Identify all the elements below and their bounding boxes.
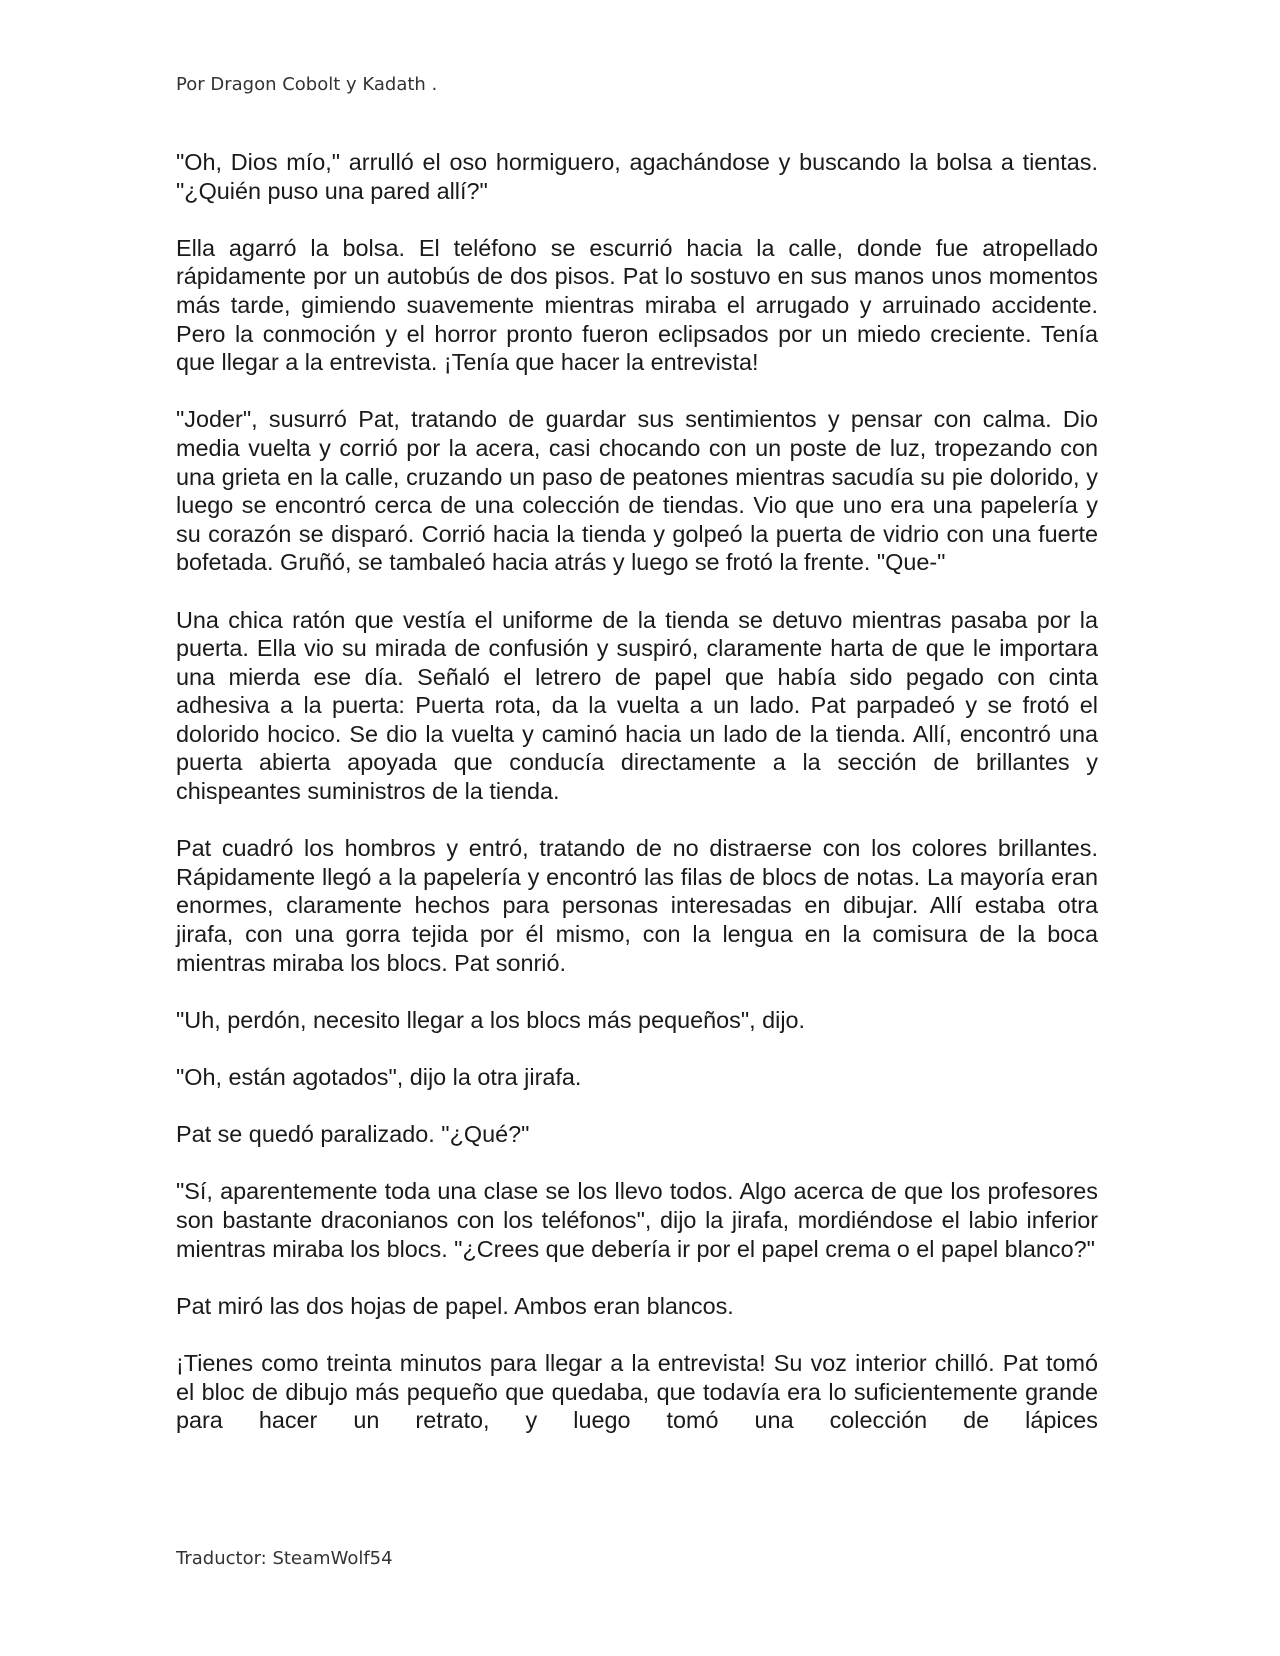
- paragraph: Pat cuadró los hombros y entró, tratando de no distraerse con los colores brillantes. Rápidamente llegó a la papelería y encontró las filas de blocs de notas. La mayoría eran enormes, claramente hechos para personas interesadas en dibujar. Allí estaba otra jirafa, con una gorra tejida por él mismo, con la lengua en la comisura de la boca mientras miraba los blocs. Pat sonrió.: [176, 835, 1098, 976]
- page-header: Por Dragon Cobolt y Kadath .: [176, 74, 438, 95]
- paragraph: ¡Tienes como treinta minutos para llegar a la entrevista! Su voz interior chilló. Pat tomó el bloc de dibujo más pequeño que quedaba, que todavía era lo suficientemente grande para hacer un retrato, y luego tomó una colección de lápices: [176, 1349, 1098, 1434]
- paragraph: Pat miró las dos hojas de papel. Ambos eran blancos.: [176, 1292, 734, 1319]
- paragraph: "Oh, están agotados", dijo la otra jirafa.: [176, 1064, 582, 1090]
- paragraph: "Oh, Dios mío," arrulló el oso hormiguero, agachándose y buscando la bolsa a tientas. "¿Quién puso una pared allí?": [176, 149, 1098, 204]
- paragraph: Ella agarró la bolsa. El teléfono se escurrió hacia la calle, donde fue atropellado rápidamente por un autobús de dos pisos. Pat lo sostuvo en sus manos unos momentos más tarde, gimiendo suavemente mientras miraba el arrugado y arruinado accidente. Pero la conmoción y el horror pronto fueron eclipsados por un miedo creciente. Tenía que llegar a la entrevista. ¡Tenía que hacer la entrevista!: [176, 234, 1098, 376]
- paragraph: "Joder", susurró Pat, tratando de guardar sus sentimientos y pensar con calma. Dio media vuelta y corrió por la acera, casi chocando con un poste de luz, tropezando con una grieta en la calle, cruzando un paso de peatones mientras sacudía su pie dolorido, y luego se encontró cerca de una colección de tiendas. Vio que uno era una papelería y su corazón se disparó. Corrió hacia la tienda y golpeó la puerta de vidrio con una fuerte bofetada. Gruñó, se tambaleó hacia atrás y luego se frotó la frente. "Que-": [176, 406, 1098, 576]
- paragraph: Pat se quedó paralizado. "¿Qué?": [176, 1121, 530, 1148]
- paragraph: Una chica ratón que vestía el uniforme de la tienda se detuvo mientras pasaba por la puerta. Ella vio su mirada de confusión y suspiró, claramente harta de que le importara una mierda ese día. Señaló el letrero de papel que había sido pegado con cinta adhesiva a la puerta: Puerta rota, da la vuelta a un lado. Pat parpadeó y se frotó el dolorido hocico. Se dio la vuelta y caminó hacia un lado de la tienda. Allí, encontró una puerta abierta apoyada que conducía directamente a la sección de brillantes y chispeantes suministros de la tienda.: [176, 606, 1098, 805]
- paragraph: "Sí, aparentemente toda una clase se los llevo todos. Algo acerca de que los profesores son bastante draconianos con los teléfonos", dijo la jirafa, mordiéndose el labio inferior mientras miraba los blocs. "¿Crees que debería ir por el papel crema o el papel blanco?": [176, 1178, 1098, 1262]
- body-text: [176, 148, 1098, 1435]
- paragraph: "Uh, perdón, necesito llegar a los blocs más pequeños", dijo.: [176, 1006, 806, 1033]
- page-footer: Traductor: SteamWolf54: [176, 1548, 393, 1569]
